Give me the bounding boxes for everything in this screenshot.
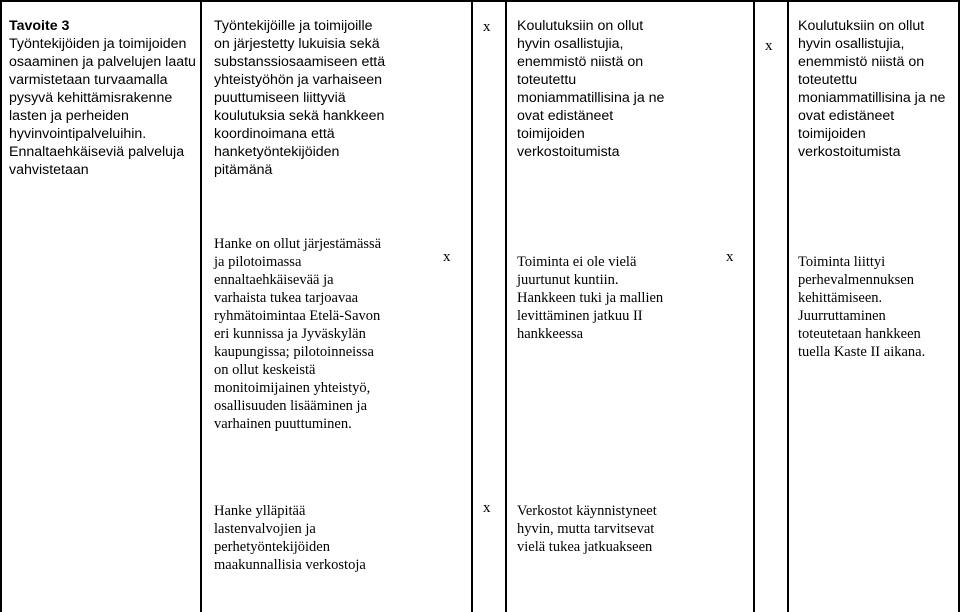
action-line: lastenvalvojien ja <box>214 521 316 537</box>
column-divider <box>200 0 202 612</box>
result-line: Toiminta liittyi <box>798 254 886 270</box>
result-line: hyvin, mutta tarvitsevat <box>517 521 655 537</box>
goal-line: hyvinvointipalveluihin. <box>9 126 147 142</box>
result-line: Hankkeen tuki ja mallien <box>517 290 664 306</box>
action-line: substanssiosaamiseen että <box>214 54 386 70</box>
result-line: perhevalmennuksen <box>798 272 914 288</box>
action-line: hanketyöntekijöiden <box>214 144 340 160</box>
action-line: kaupungissa; pilotoinneissa <box>214 344 374 360</box>
action-line: koordinoimana että <box>214 126 335 142</box>
column-divider <box>753 0 755 612</box>
column-divider <box>787 0 789 612</box>
result-line: toteutetaan hankkeen <box>798 326 921 342</box>
action-line: ja pilotoimassa <box>214 254 302 270</box>
column-divider <box>505 0 507 612</box>
goal-line: varmistetaan turvaamalla <box>9 72 168 88</box>
goal-line: Ennaltaehkäiseviä palveluja <box>9 144 185 160</box>
action-line: ennaltaehkäisevää ja <box>214 272 334 288</box>
action-line: osallisuuden lisääminen ja <box>214 398 368 414</box>
result-line: hyvin osallistujia, <box>517 36 624 52</box>
column-divider <box>471 0 473 612</box>
result-cell <box>517 502 751 556</box>
result-cell <box>798 17 956 161</box>
result-cell <box>517 253 751 343</box>
action-line: ryhmätoimintaa Etelä-Savon <box>214 308 381 324</box>
result-line: Koulutuksiin on ollut <box>798 18 925 34</box>
result-line: vielä tukea jatkuakseen <box>517 539 653 555</box>
result-line: enemmistö niistä on <box>517 54 644 70</box>
result-line: Juurruttaminen <box>798 308 886 324</box>
result-line: Koulutuksiin on ollut <box>517 18 644 34</box>
check-mark: x <box>483 500 491 516</box>
action-line: yhteistyöhön ja varhaiseen <box>214 72 382 88</box>
action-cell <box>214 235 466 433</box>
action-line: koulutuksia sekä hankkeen <box>214 108 385 124</box>
result-line: juurtunut kuntiin. <box>517 272 619 288</box>
action-line: perhetyöntekijöiden <box>214 539 330 555</box>
goal-line: lasten ja perheiden <box>9 108 129 124</box>
goal-line: osaaminen ja palvelujen laatu <box>9 54 196 70</box>
goal-cell <box>9 17 197 179</box>
result-line: hankkeessa <box>517 326 584 342</box>
action-line: Hanke on ollut järjestämässä <box>214 236 382 252</box>
action-line: pitämänä <box>214 162 273 178</box>
result-line: tuella Kaste II aikana. <box>798 344 926 360</box>
check-mark: x <box>726 249 734 265</box>
action-cell <box>214 17 466 179</box>
result-cell <box>517 17 751 161</box>
action-line: Hanke ylläpitää <box>214 503 306 519</box>
goal-line: Työntekijöiden ja toimijoiden <box>9 36 187 52</box>
action-cell <box>214 502 466 574</box>
result-line: enemmistö niistä on <box>798 54 925 70</box>
result-line: verkostoitumista <box>517 144 620 160</box>
table-border-top <box>0 0 960 2</box>
goal-line: pysyvä kehittämisrakenne <box>9 90 173 106</box>
check-mark: x <box>483 19 491 35</box>
result-line: moniammatillisina ja ne <box>517 90 665 106</box>
result-line: Toiminta ei ole vielä <box>517 254 637 270</box>
check-mark: x <box>443 249 451 265</box>
action-line: varhainen puuttuminen. <box>214 416 352 432</box>
action-line: varhaista tukea tarjoavaa <box>214 290 359 306</box>
result-line: ovat edistäneet <box>517 108 614 124</box>
table-border-left <box>0 0 2 612</box>
action-line: Työntekijöille ja toimijoille <box>214 18 373 34</box>
result-line: toimijoiden <box>798 126 866 142</box>
goal-title: Tavoite 3 <box>9 18 70 34</box>
result-line: toteutettu <box>517 72 577 88</box>
result-line: toimijoiden <box>517 126 585 142</box>
result-line: verkostoitumista <box>798 144 901 160</box>
result-line: levittäminen jatkuu II <box>517 308 643 324</box>
result-cell <box>798 253 956 361</box>
result-line: Verkostot käynnistyneet <box>517 503 657 519</box>
action-line: eri kunnissa ja Jyväskylän <box>214 326 366 342</box>
action-line: on järjestetty lukuisia sekä <box>214 36 380 52</box>
action-line: on ollut keskeistä <box>214 362 316 378</box>
action-line: maakunnallisia verkostoja <box>214 557 366 573</box>
check-mark: x <box>765 38 773 54</box>
result-line: kehittämiseen. <box>798 290 883 306</box>
action-line: puuttumiseen liittyviä <box>214 90 346 106</box>
action-line: monitoimijainen yhteistyö, <box>214 380 371 396</box>
result-line: ovat edistäneet <box>798 108 895 124</box>
result-line: toteutettu <box>798 72 858 88</box>
result-line: moniammatillisina ja ne <box>798 90 946 106</box>
goal-line: vahvistetaan <box>9 162 89 178</box>
result-line: hyvin osallistujia, <box>798 36 905 52</box>
